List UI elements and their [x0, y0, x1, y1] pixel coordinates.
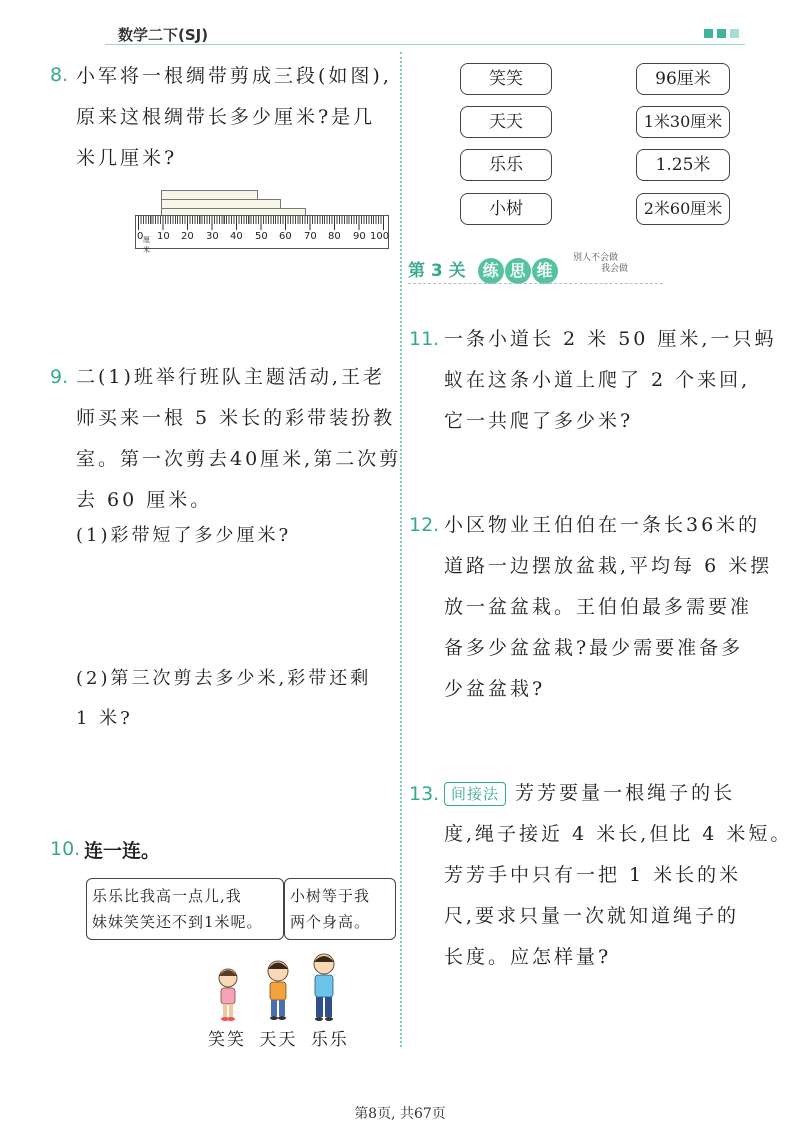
q13-line-4: 尺,要求只量一次就知道绳子的: [444, 905, 740, 927]
ruler-label: 80: [328, 231, 341, 242]
section-3-heading: [408, 256, 559, 284]
speech-bubble-tiantian: [284, 878, 396, 940]
speech-bubble-lele: [86, 878, 284, 940]
question-10-title: 连一连。: [84, 840, 161, 862]
speech1-line-2: 妹妹笑笑还不到1米呢。: [92, 913, 263, 931]
match-left-tree[interactable]: 小树: [460, 193, 552, 225]
match-left-lele[interactable]: 乐乐: [460, 149, 552, 181]
ruler-label: 40: [230, 231, 243, 242]
ruler-label: 90: [353, 231, 366, 242]
xiaoxiao-figure: [219, 969, 237, 1021]
question-9-sub1: (1)彩带短了多少厘米?: [76, 525, 292, 546]
q13-line-1: 芳芳要量一根绳子的长: [515, 782, 736, 804]
question-10-number: 10.: [50, 838, 81, 860]
q9-line-3: 室。第一次剪去40厘米,第二次剪: [76, 448, 402, 470]
match-right-1-25m[interactable]: 1.25米: [636, 149, 730, 181]
question-9-sub2: [76, 659, 371, 739]
header-rule: [105, 44, 745, 45]
method-tag: 间接法: [444, 782, 506, 806]
ruler-label-0: 0: [137, 231, 144, 242]
ruler-major-ticks: [138, 216, 384, 230]
q11-line-1: 一条小道长 2 米 50 厘米,一只蚂: [444, 328, 777, 350]
question-11-number: 11.: [409, 328, 440, 350]
match-right-96cm[interactable]: 96厘米: [636, 63, 730, 95]
match-right-1m30cm[interactable]: 1米30厘米: [636, 106, 730, 138]
section-3-label: 第 3 关: [408, 261, 466, 281]
ruler-label: 20: [181, 231, 194, 242]
ruler-label: 10: [157, 231, 170, 242]
question-13-text: [444, 773, 792, 978]
section-3-char-3: 维: [532, 258, 558, 284]
q9-line-2: 师买来一根 5 米长的彩带装扮教: [76, 407, 396, 429]
ruler: [135, 215, 390, 254]
q11-line-2: 蚁在这条小道上爬了 2 个来回,: [444, 369, 751, 391]
name-xiaoxiao: 笑笑: [208, 1030, 246, 1050]
ruler-unit: 厘米: [143, 236, 150, 254]
column-divider: [400, 52, 402, 1047]
q8-line-2: 原来这根绸带长多少厘米?是几: [76, 106, 376, 128]
question-13-number: 13.: [409, 783, 440, 805]
section-3-char-2: 思: [505, 258, 531, 284]
question-12-number: 12.: [409, 514, 440, 536]
q12-line-5: 少盆盆栽?: [444, 678, 546, 700]
question-8-number: 8.: [50, 64, 69, 86]
lele-figure: [314, 954, 334, 1021]
question-8-text: [76, 56, 392, 179]
question-11-text: [444, 319, 776, 442]
question-9-text: [76, 357, 401, 521]
match-right-2m60cm[interactable]: 2米60厘米: [636, 193, 730, 225]
q13-line-2: 度,绳子接近 4 米长,但比 4 米短。: [444, 823, 793, 845]
q9-sub2-line-1: (2)第三次剪去多少米,彩带还剩: [76, 668, 372, 689]
section-3-rule: [408, 283, 663, 284]
ruler-label: 60: [279, 231, 292, 242]
speech1-line-1: 乐乐比我高一点儿,我: [92, 887, 242, 905]
q12-line-3: 放一盆盆栽。王伯伯最多需要准: [444, 596, 753, 618]
ruler-label: 50: [255, 231, 268, 242]
page-footer: 第8页, 共67页: [354, 1106, 446, 1122]
section-3-note-2: 我会做: [601, 264, 629, 274]
speech2-line-2: 两个身高。: [290, 913, 371, 931]
q8-line-3: 米几厘米?: [76, 147, 178, 169]
question-9-number: 9.: [50, 366, 69, 388]
speech2-line-1: 小树等于我: [290, 887, 371, 905]
header-decoration: [704, 29, 739, 38]
ruler-label: 100: [370, 231, 390, 242]
q8-line-1: 小军将一根绸带剪成三段(如图),: [76, 65, 392, 87]
name-lele: 乐乐: [310, 1030, 349, 1050]
q9-line-4: 去 60 厘米。: [76, 489, 213, 511]
tiantian-figure: [268, 961, 288, 1020]
q9-line-1: 二(1)班举行班队主题活动,王老: [76, 366, 385, 388]
match-left-xiaoxiao[interactable]: 笑笑: [460, 63, 552, 95]
name-tiantian: 天天: [259, 1030, 298, 1050]
q12-line-4: 备多少盆盆栽?最少需要准备多: [444, 637, 744, 659]
q13-line-3: 芳芳手中只有一把 1 米长的米: [444, 864, 742, 886]
q12-line-1: 小区物业王伯伯在一条长36米的: [444, 514, 761, 536]
section-3-note-1: 别人不会做: [573, 253, 619, 263]
ruler-label: 30: [206, 231, 219, 242]
match-left-tiantian[interactable]: 天天: [460, 106, 552, 138]
q9-sub2-line-2: 1 米?: [76, 708, 133, 729]
page-header-title: 数学二下(SJ): [118, 26, 209, 44]
q13-line-5: 长度。应怎样量?: [444, 946, 612, 968]
q12-line-2: 道路一边摆放盆栽,平均每 6 米摆: [444, 555, 773, 577]
section-3-char-1: 练: [478, 258, 504, 284]
section-3-note: [573, 253, 628, 275]
children-illustration: [200, 948, 360, 1028]
question-12-text: [444, 505, 772, 710]
children-names: [208, 1025, 349, 1050]
ruler-label: 70: [304, 231, 317, 242]
q11-line-3: 它一共爬了多少米?: [444, 410, 634, 432]
